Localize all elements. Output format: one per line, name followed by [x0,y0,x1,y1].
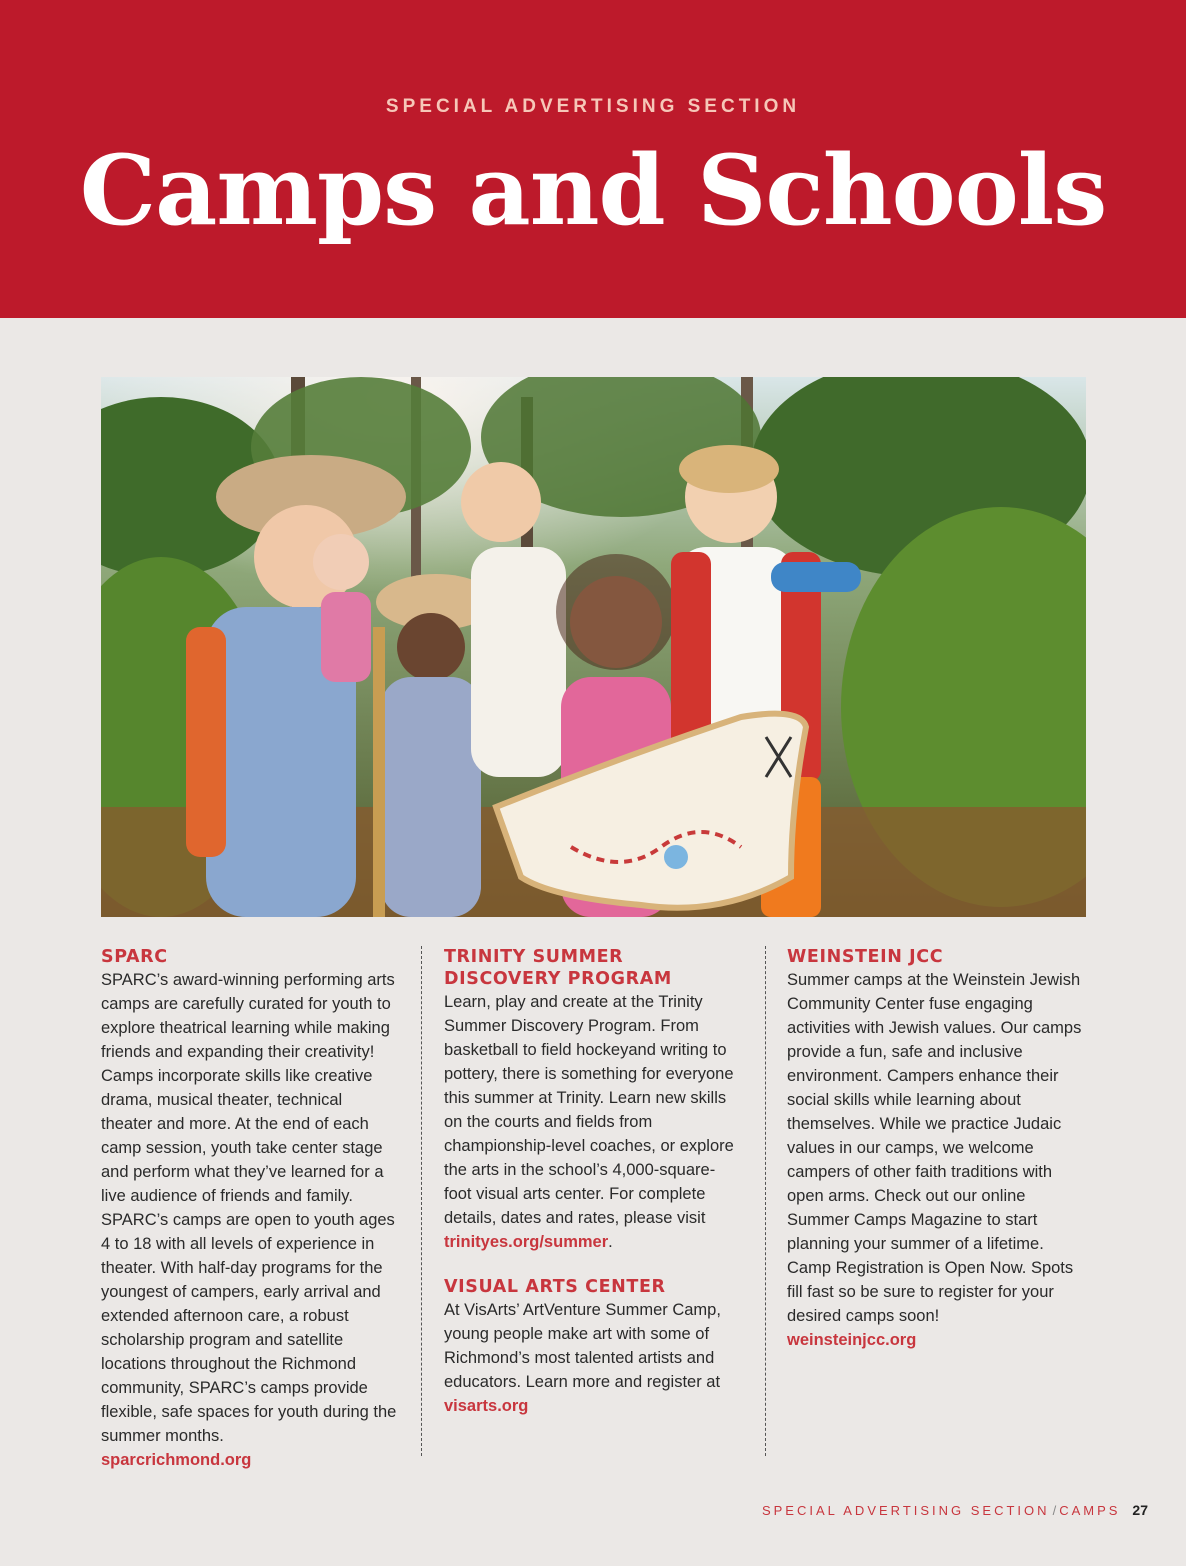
visual-arts-heading: VISUAL ARTS CENTER [444,1277,666,1297]
trinity-link-suffix: . [608,1233,613,1251]
sparc-heading: SPARC [101,947,168,967]
trinity-heading: TRINITY SUMMER DISCOVERY PROGRAM [444,947,672,989]
weinstein-heading: WEINSTEIN JCC [787,947,944,967]
visual-arts-body: At VisArts’ ArtVenture Summer Camp, young people make art with some of Richmond’s most talented artists and educators. Learn more and register at [444,1301,721,1391]
sparc-link[interactable]: sparcrichmond.org [101,1451,252,1469]
page-number: 27 [1132,1502,1148,1518]
page-footer [762,1502,1148,1518]
column-divider [765,946,766,1456]
column-sparc [101,946,397,1472]
column-trinity-visarts [444,946,734,1418]
footer-section: SPECIAL ADVERTISING SECTION [761,1503,1050,1518]
trinity-body: Learn, play and create at the Trinity Summer Discovery Program. From basketball to field hockeyand writing to pottery, there is something for everyone this summer at Trinity. Learn new skills on the courts and fields from championship-level coaches, or explore the arts in the school’s 4,000-square-foot visual arts center. For complete details, dates and rates, please visit [444,993,734,1227]
footer-category: CAMPS [1059,1503,1121,1518]
sparc-body: SPARC’s award-winning performing arts camps are carefully curated for youth to explore theatrical learning while making friends and expanding their creativity! Camps incorporate skills like creative drama, musical theater, technical theater and more. At the end of each camp session, youth take center stage and perform what they’ve learned for a live audience of friends and family. SPARC’s camps are open to youth ages 4 to 18 with all levels of experience in theater. With half-day programs for the youngest of campers, early arrival and extended afternoon care, a robust scholarship program and satellite locations throughout the Richmond community, SPARC’s camps provide flexible, safe spaces for youth during the summer months. [101,971,397,1445]
footer-separator: / [1052,1503,1057,1518]
header-banner [0,0,1186,318]
weinstein-link[interactable]: weinsteinjcc.org [787,1331,917,1349]
hero-photo [101,377,1086,917]
trinity-link[interactable]: trinityes.org/summer [444,1233,609,1251]
column-weinstein [787,946,1083,1352]
page-title: Camps and Schools [79,134,1107,247]
section-kicker: SPECIAL ADVERTISING SECTION [385,96,801,117]
visual-arts-link[interactable]: visarts.org [444,1397,529,1415]
column-divider [421,946,422,1456]
weinstein-body: Summer camps at the Weinstein Jewish Community Center fuse engaging activities with Jewish values. Our camps provide a fun, safe and inclusive environment. Campers enhance their social skills while learning about themselves. While we practice Judaic values in our camps, we welcome campers of other faith traditions with open arms. Check out our online Summer Camps Magazine to start planning your summer of a lifetime. Camp Registration is Open Now. Spots fill fast so be sure to register for your desired camps soon! [787,971,1082,1325]
